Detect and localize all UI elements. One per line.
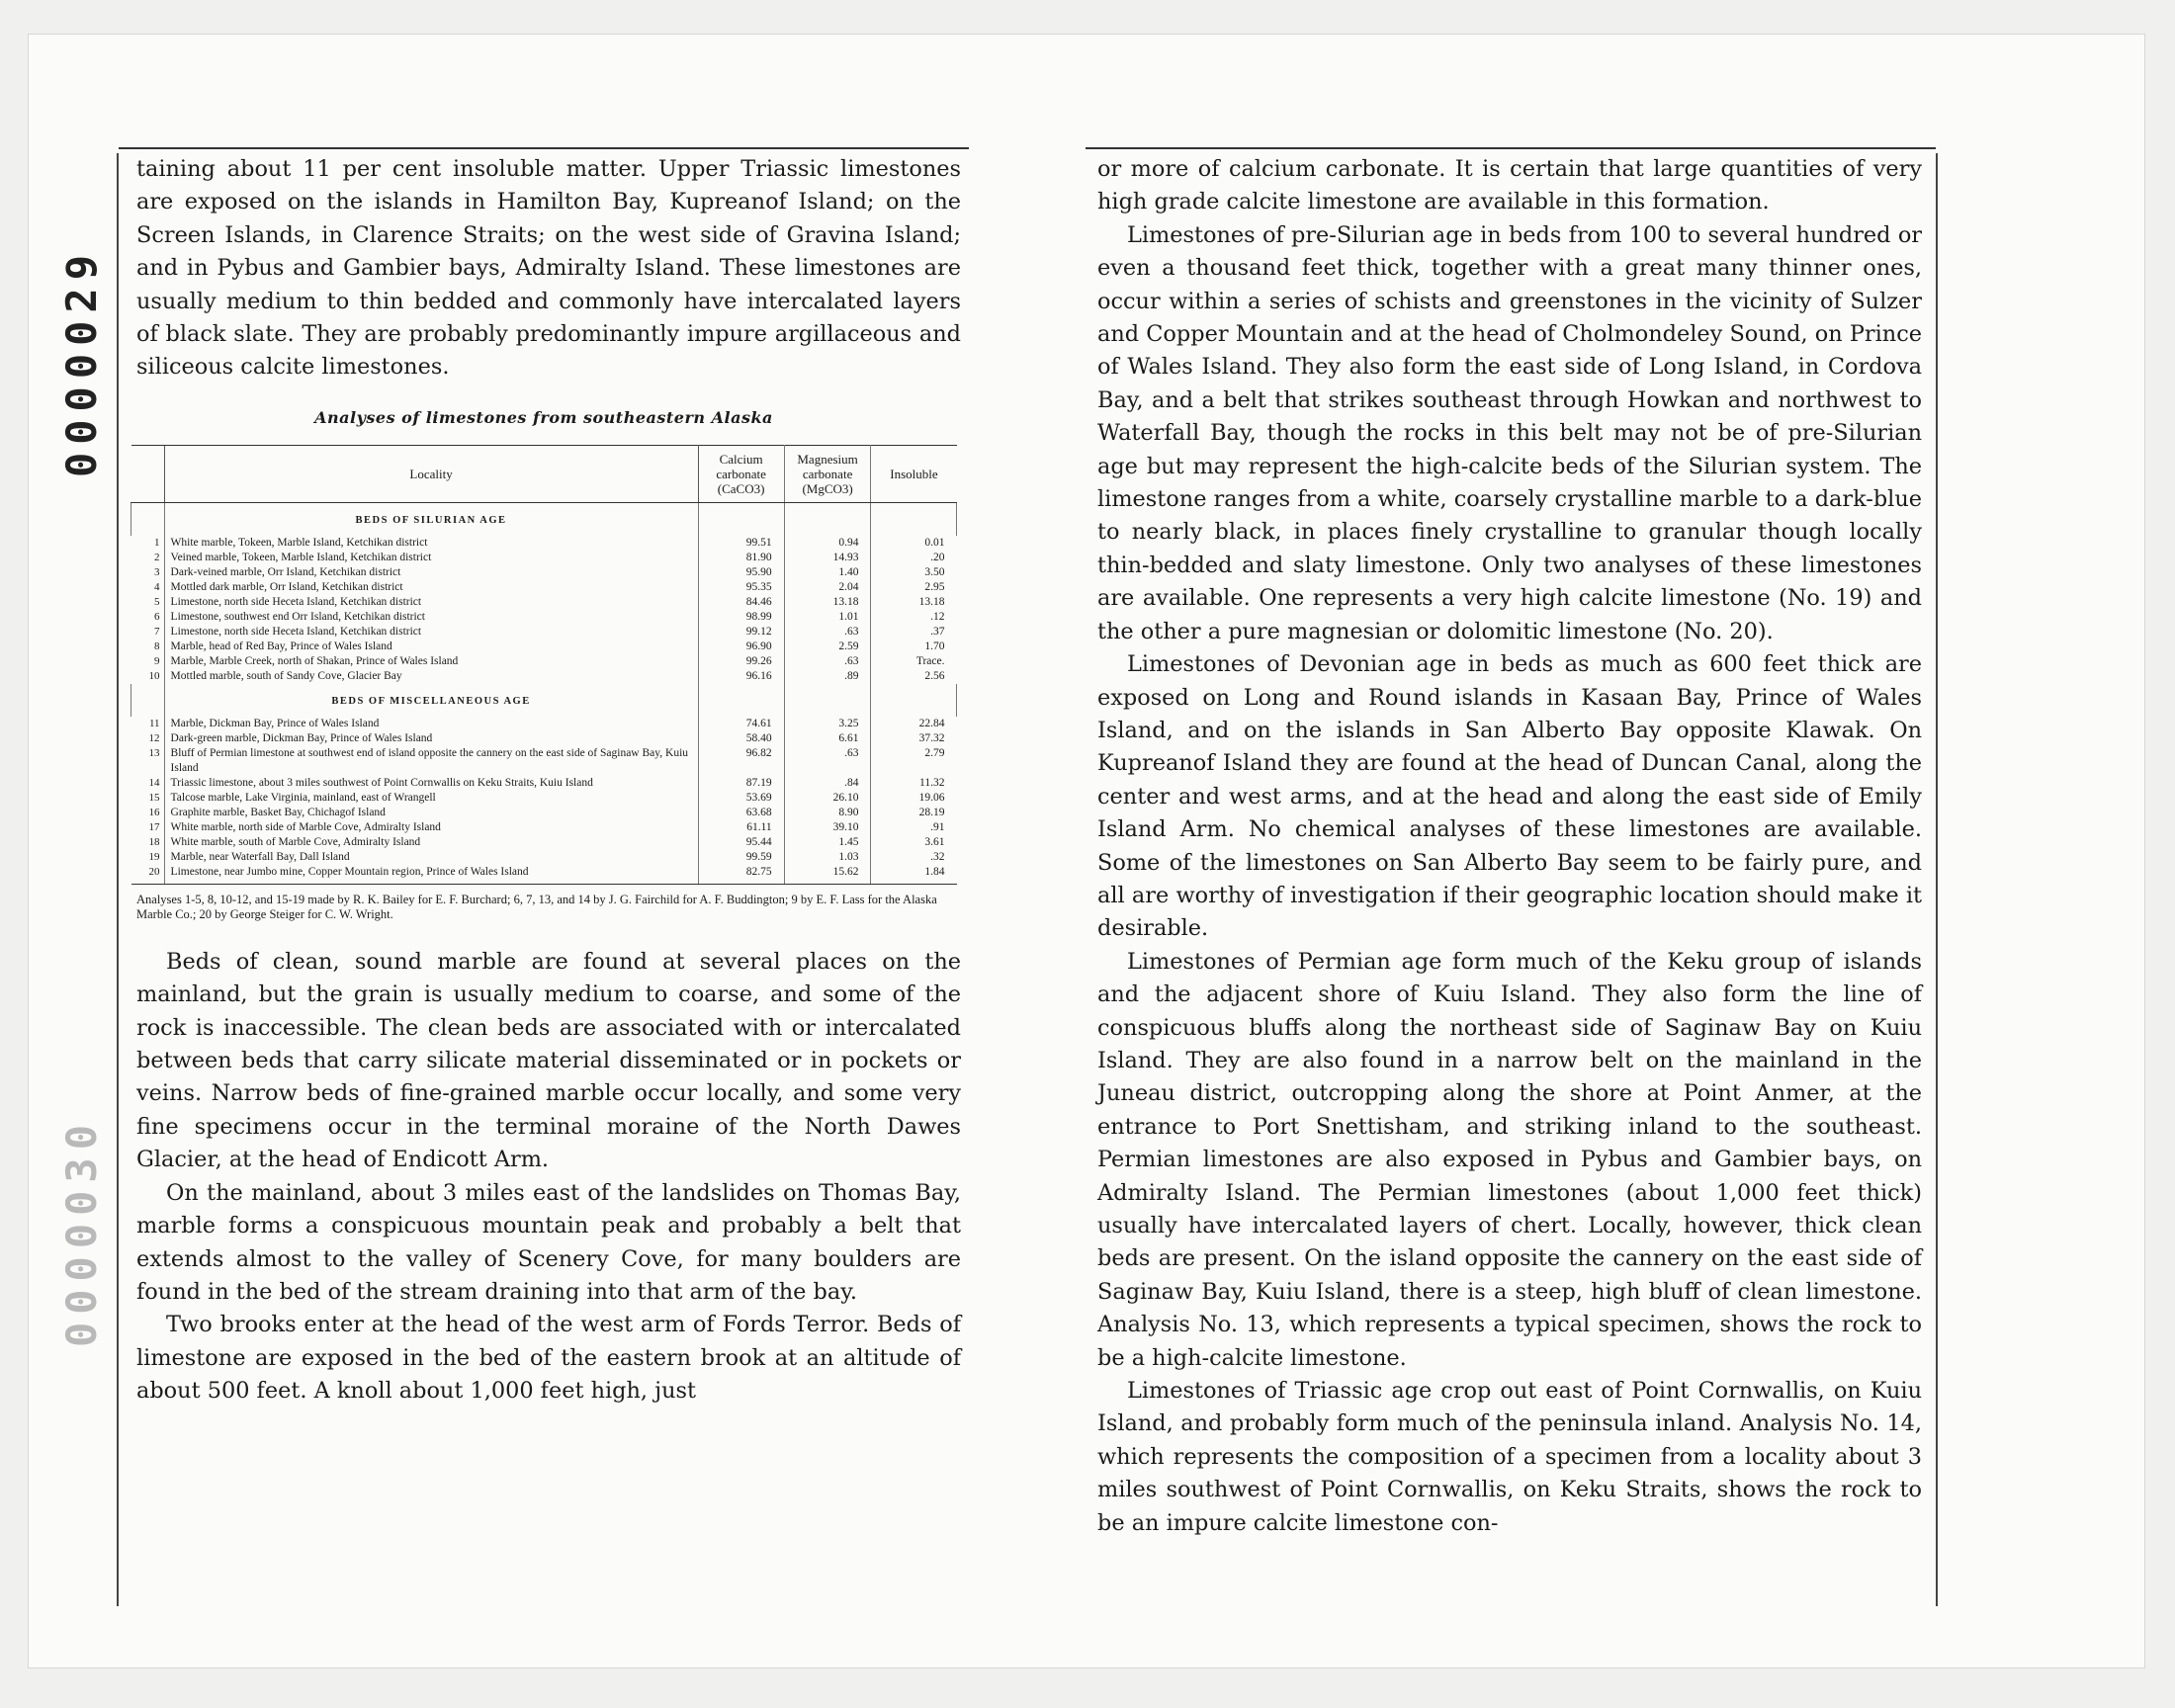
table-row	[131, 806, 957, 820]
row-magnesium-carbonate: 1.01	[784, 610, 871, 625]
row-insoluble: 3.50	[924, 565, 945, 578]
row-locality: Limestone, north side Heceta Island, Ketchikan district	[164, 595, 698, 610]
row-magnesium-carbonate: 8.90	[784, 806, 871, 820]
paragraph: taining about 11 per cent insoluble matter. Upper Triassic limestones are exposed on the islands in Hamilton Bay, Kupreanof Island; on the Screen Islands, in Clarence Straits; on the west side of Gravina Island; and in Pybus and Gambier bays, Admiralty Island. These limestones are usually medium to thin bedded and commonly have intercalated layers of black slate. They are probably predominantly impure argillaceous and siliceous calcite limestones.	[136, 156, 961, 381]
row-calcium-carbonate: 99.12	[698, 625, 784, 640]
table-row	[131, 536, 957, 551]
row-locality: Talcose marble, Lake Virginia, mainland, east of Wrangell	[164, 791, 698, 806]
row-calcium-carbonate: 63.68	[698, 806, 784, 820]
page-number-stamp-lower: 0000030	[57, 1117, 106, 1348]
left-bottom-text	[119, 946, 969, 1409]
row-magnesium-carbonate: 1.40	[784, 565, 871, 580]
section-label-miscellaneous: BEDS OF MISCELLANEOUS AGE	[164, 684, 698, 717]
row-locality: Marble, Dickman Bay, Prince of Wales Island	[164, 717, 698, 731]
right-page	[1086, 153, 1938, 1606]
row-number: 14	[148, 776, 160, 789]
row-locality: Marble, Marble Creek, north of Shakan, Prince of Wales Island	[164, 654, 698, 669]
row-insoluble: .32	[930, 850, 945, 863]
row-calcium-carbonate: 61.11	[698, 820, 784, 835]
right-text	[1086, 153, 1936, 1540]
header-number	[131, 445, 165, 502]
row-calcium-carbonate: 98.99	[698, 610, 784, 625]
row-insoluble: 28.19	[918, 806, 945, 818]
row-number: 1	[154, 536, 160, 549]
row-calcium-carbonate: 81.90	[698, 551, 784, 565]
table-row	[131, 610, 957, 625]
row-number: 19	[148, 850, 160, 863]
row-number: 7	[154, 625, 160, 638]
table-row	[131, 835, 957, 850]
row-locality: Marble, head of Red Bay, Prince of Wales Island	[164, 640, 698, 654]
row-magnesium-carbonate: .63	[784, 654, 871, 669]
table-row	[131, 654, 957, 669]
row-calcium-carbonate: 99.59	[698, 850, 784, 865]
table-title: Analyses of limestones from southeastern Alaska	[314, 407, 773, 427]
left-top-text	[119, 153, 969, 384]
row-magnesium-carbonate: .89	[784, 669, 871, 684]
row-locality: Dark-veined marble, Orr Island, Ketchikan district	[164, 565, 698, 580]
row-magnesium-carbonate: .63	[784, 746, 871, 776]
row-locality: Marble, near Waterfall Bay, Dall Island	[164, 850, 698, 865]
row-calcium-carbonate: 95.35	[698, 580, 784, 595]
row-locality: Veined marble, Tokeen, Marble Island, Ketchikan district	[164, 551, 698, 565]
row-insoluble: 3.61	[924, 835, 945, 848]
row-insoluble: 2.56	[924, 669, 945, 682]
table-row	[131, 791, 957, 806]
left-page	[117, 153, 969, 1606]
row-locality: White marble, south of Marble Cove, Admiralty Island	[164, 835, 698, 850]
row-locality: Limestone, north side Heceta Island, Ketchikan district	[164, 625, 698, 640]
section-row-miscellaneous	[131, 684, 957, 717]
table-row	[131, 551, 957, 565]
row-magnesium-carbonate: 15.62	[784, 865, 871, 885]
row-insoluble: Trace.	[915, 654, 945, 667]
table-row	[131, 580, 957, 595]
row-insoluble: .20	[930, 551, 945, 563]
row-magnesium-carbonate: 6.61	[784, 731, 871, 746]
row-number: 20	[131, 865, 165, 885]
section-label-silurian: BEDS OF SILURIAN AGE	[164, 502, 698, 536]
row-calcium-carbonate: 95.90	[698, 565, 784, 580]
row-calcium-carbonate: 87.19	[698, 776, 784, 791]
table-row	[131, 865, 957, 885]
page-number-stamp-upper: 0000029	[57, 247, 106, 478]
paragraph: Limestones of Devonian age in beds as much as 600 feet thick are exposed on Long and Round islands in Kasaan Bay, Prince of Wales Island, and on the islands in San Alberto Bay opposite Klawak. On Kupreanof Island they are found at the head of Duncan Canal, along the center and west arms, and at the head and along the east side of Emily Island Arm. No chemical analyses of these limestones are available. Some of the limestones on San Alberto Bay seem to be fairly pure, and all are worthy of investigation if their geographic location should make it desirable.	[1097, 651, 1922, 942]
table-row	[131, 776, 957, 791]
row-locality: Triassic limestone, about 3 miles southwest of Point Cornwallis on Keku Straits, Kuiu Island	[164, 776, 698, 791]
section-row-silurian	[131, 502, 957, 536]
row-magnesium-carbonate: 1.45	[784, 835, 871, 850]
paragraph: Limestones of pre-Silurian age in beds from 100 to several hundred or even a thousand feet thick, together with a great many thinner ones, occur within a series of schists and greenstones in the vicinity of Sulzer and Copper Mountain and at the head of Cholmondeley Sound, on Prince of Wales Island. They also form the east side of Long Island, in Cordova Bay, and a belt that strikes southeast through Howkan and northwest to Waterfall Bay, though the rocks in this belt may not be of pre-Silurian age but may represent the high-calcite beds of the Silurian system. The limestone ranges from a white, coarsely crystalline marble to a dark-blue to nearly black, in places finely crystalline to granular though locally thin-bedded and slaty limestone. Only two analyses of these limestones are available. One represents a very high calcite limestone (No. 19) and the other a pure magnesian or dolomitic limestone (No. 20).	[1097, 221, 1922, 644]
row-insoluble: .91	[930, 820, 945, 833]
paragraph: Two brooks enter at the head of the west arm of Fords Terror. Beds of limestone are exposed in the bed of the eastern brook at an altitude of about 500 feet. A knoll about 1,000 feet high, just	[136, 1312, 961, 1405]
row-calcium-carbonate: 82.75	[698, 865, 784, 885]
row-locality: White marble, Tokeen, Marble Island, Ketchikan district	[164, 536, 698, 551]
header-calcium-carbonate: Calcium carbonate (CaCO3)	[698, 445, 784, 502]
table-row	[131, 850, 957, 865]
header-magnesium-carbonate: Magnesium carbonate (MgCO3)	[784, 445, 871, 502]
row-insoluble: 2.79	[924, 746, 945, 759]
row-number: 11	[148, 717, 160, 729]
row-insoluble: 1.70	[924, 640, 945, 652]
row-calcium-carbonate: 99.51	[698, 536, 784, 551]
row-insoluble: 1.84	[871, 865, 957, 885]
table-row	[131, 731, 957, 746]
table-row	[131, 669, 957, 684]
row-calcium-carbonate: 99.26	[698, 654, 784, 669]
row-locality: Bluff of Permian limestone at southwest end of island opposite the cannery on the east side of Saginaw Bay, Kuiu Island	[164, 746, 698, 776]
table-footnote: Analyses 1-5, 8, 10-12, and 15-19 made by R. K. Bailey for E. F. Burchard; 6, 7, 13, and 14 by J. G. Fairchild for A. F. Buddington; 9 by E. F. Lass for the Alaska Marble Co.; 20 by George Steiger for C. W. Wright.	[136, 892, 937, 921]
row-insoluble: 13.18	[918, 595, 945, 608]
row-calcium-carbonate: 58.40	[698, 731, 784, 746]
row-insoluble: 0.01	[924, 536, 945, 549]
row-number: 2	[154, 551, 160, 563]
row-number: 4	[154, 580, 160, 593]
row-number: 6	[154, 610, 160, 623]
row-calcium-carbonate: 84.46	[698, 595, 784, 610]
row-calcium-carbonate: 95.44	[698, 835, 784, 850]
row-number: 18	[148, 835, 160, 848]
row-insoluble: .37	[930, 625, 945, 638]
row-number: 10	[148, 669, 160, 682]
row-locality: Mottled dark marble, Orr Island, Ketchikan district	[164, 580, 698, 595]
table-row	[131, 595, 957, 610]
header-locality: Locality	[164, 445, 698, 502]
row-number: 16	[148, 806, 160, 818]
paragraph: Limestones of Permian age form much of the Keku group of islands and the adjacent shore of Kuiu Island. They also form the line of conspicuous bluffs along the northeast side of Saginaw Bay on Kuiu Island. They are also found in a narrow belt on the mainland in the Juneau district, outcropping along the shore at Point Anmer, at the entrance to Port Snettisham, and striking inland to the southeast. Permian limestones are also exposed in Pybus and Gambier bays, on Admiralty Island. The Permian limestones (about 1,000 feet thick) usually have intercalated layers of chert. Locally, however, thick clean beds are present. On the island opposite the cannery on the east side of Saginaw Bay, Kuiu Island, there is a steep, high bluff of clean limestone. Analysis No. 13, which represents a typical specimen, shows the rock to be a high-calcite limestone.	[1097, 948, 1922, 1371]
paragraph: Limestones of Triassic age crop out east of Point Cornwallis, on Kuiu Island, and probably form much of the peninsula inland. Analysis No. 14, which represents the composition of a specimen from a locality about 3 miles southwest of Point Cornwallis, on Keku Straits, shows the rock to be an impure calcite limestone con-	[1097, 1378, 1922, 1536]
row-number: 9	[154, 654, 160, 667]
row-locality: Dark-green marble, Dickman Bay, Prince of Wales Island	[164, 731, 698, 746]
row-number: 3	[154, 565, 160, 578]
row-magnesium-carbonate: 14.93	[784, 551, 871, 565]
row-insoluble: 11.32	[919, 776, 945, 789]
row-magnesium-carbonate: 1.03	[784, 850, 871, 865]
row-insoluble: .12	[930, 610, 945, 623]
paragraph: Beds of clean, sound marble are found at several places on the mainland, but the grain is usually medium to coarse, and some of the rock is inaccessible. The clean beds are associated with or intercalated between beds that carry silicate material disseminated or in pockets or veins. Narrow beds of fine-grained marble occur locally, and some very fine specimens occur in the terminal moraine of the North Dawes Glacier, at the head of Endicott Arm.	[136, 948, 961, 1173]
row-calcium-carbonate: 96.82	[698, 746, 784, 776]
row-number: 12	[148, 731, 160, 744]
table-row	[131, 625, 957, 640]
row-locality: Limestone, southwest end Orr Island, Ketchikan district	[164, 610, 698, 625]
table-body	[131, 502, 957, 884]
row-insoluble: 2.95	[924, 580, 945, 593]
row-magnesium-carbonate: 26.10	[784, 791, 871, 806]
analyses-table	[130, 445, 957, 885]
row-locality: White marble, north side of Marble Cove, Admiralty Island	[164, 820, 698, 835]
row-magnesium-carbonate: 2.04	[784, 580, 871, 595]
table-row	[131, 746, 957, 776]
row-locality: Mottled marble, south of Sandy Cove, Glacier Bay	[164, 669, 698, 684]
row-locality: Limestone, near Jumbo mine, Copper Mountain region, Prince of Wales Island	[164, 865, 698, 885]
table-header-row	[131, 445, 957, 502]
row-calcium-carbonate: 53.69	[698, 791, 784, 806]
row-magnesium-carbonate: 0.94	[784, 536, 871, 551]
row-magnesium-carbonate: 13.18	[784, 595, 871, 610]
table-row	[131, 717, 957, 731]
table-row	[131, 640, 957, 654]
paragraph: or more of calcium carbonate. It is certain that large quantities of very high grade calcite limestone are available in this formation.	[1097, 156, 1922, 215]
row-number: 15	[148, 791, 160, 804]
row-magnesium-carbonate: 3.25	[784, 717, 871, 731]
row-insoluble: 37.32	[918, 731, 945, 744]
row-magnesium-carbonate: 39.10	[784, 820, 871, 835]
row-number: 17	[148, 820, 160, 833]
row-calcium-carbonate: 96.90	[698, 640, 784, 654]
row-calcium-carbonate: 74.61	[698, 717, 784, 731]
row-number: 5	[154, 595, 160, 608]
paragraph: On the mainland, about 3 miles east of the landslides on Thomas Bay, marble forms a conspicuous mountain peak and probably a belt that extends almost to the valley of Scenery Cove, for many boulders are found in the bed of the stream draining into that arm of the bay.	[136, 1179, 961, 1305]
row-calcium-carbonate: 96.16	[698, 669, 784, 684]
table-row	[131, 820, 957, 835]
row-number: 8	[154, 640, 160, 652]
row-magnesium-carbonate: 2.59	[784, 640, 871, 654]
row-insoluble: 22.84	[918, 717, 945, 729]
row-number: 13	[148, 746, 160, 759]
row-locality: Graphite marble, Basket Bay, Chichagof Island	[164, 806, 698, 820]
row-magnesium-carbonate: .63	[784, 625, 871, 640]
row-insoluble: 19.06	[918, 791, 945, 804]
header-insoluble: Insoluble	[871, 445, 957, 502]
table-row	[131, 565, 957, 580]
row-magnesium-carbonate: .84	[784, 776, 871, 791]
